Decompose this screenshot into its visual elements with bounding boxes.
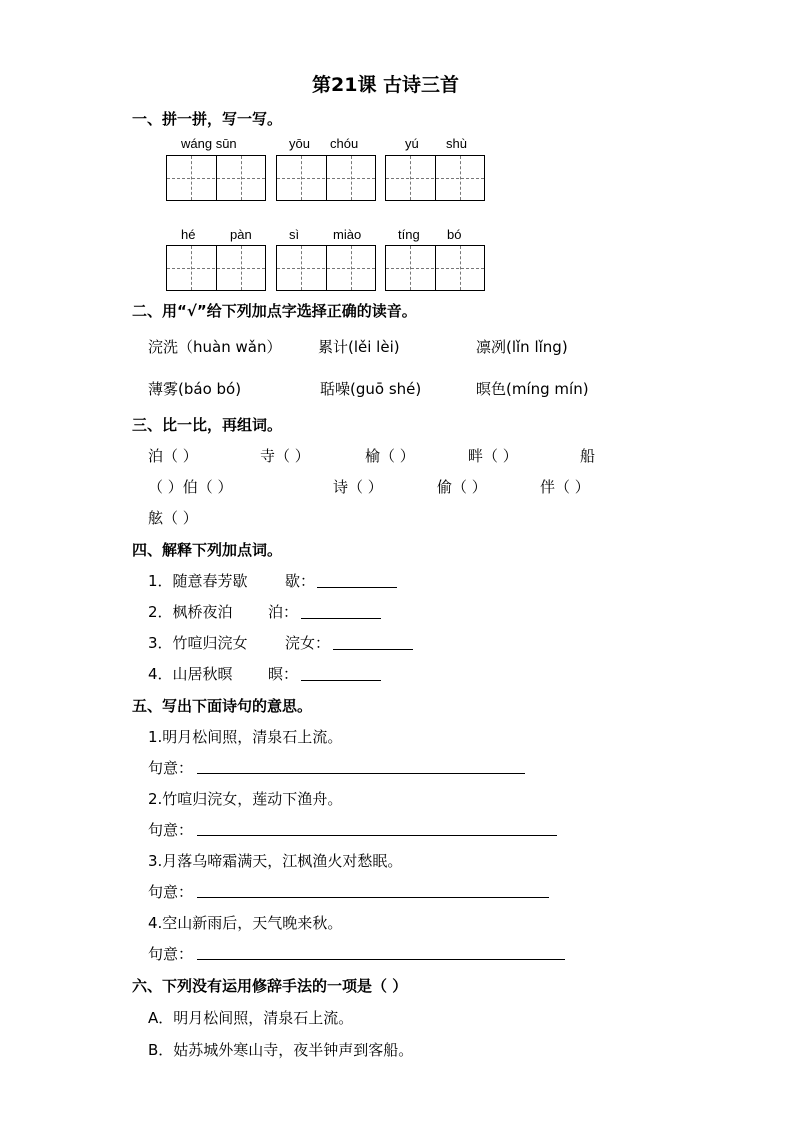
question-text: 3．竹喧归浣女 xyxy=(148,634,248,652)
writing-grid[interactable] xyxy=(385,155,485,201)
section-6-heading: 六、下列没有运用修辞手法的一项是（ ） xyxy=(132,977,408,995)
pinyin-label: bó xyxy=(447,227,462,242)
word-group-item[interactable]: 畔（ ） xyxy=(468,447,518,465)
pinyin-label: chóu xyxy=(330,136,359,151)
reading-choice[interactable]: 累计(lěi lèi) xyxy=(318,338,400,356)
pinyin-label: pàn xyxy=(230,227,252,242)
question-text: 2．枫桥夜泊 xyxy=(148,603,233,621)
meaning-label: 句意： xyxy=(148,945,194,963)
word-group-item[interactable]: 诗（ ） xyxy=(333,478,383,496)
answer-line[interactable] xyxy=(301,618,381,619)
meaning-label: 句意： xyxy=(148,883,194,901)
word-group-item[interactable]: 舷（ ） xyxy=(148,509,198,527)
answer-line[interactable] xyxy=(317,587,397,588)
writing-grid[interactable] xyxy=(166,245,266,291)
pinyin-label: shù xyxy=(446,136,467,151)
keyword-label: 歇： xyxy=(285,572,316,590)
answer-line[interactable] xyxy=(197,897,549,898)
answer-line[interactable] xyxy=(301,680,381,681)
pinyin-label: sì xyxy=(289,227,300,242)
question-text: 4.空山新雨后，天气晚来秋。 xyxy=(148,914,343,932)
reading-choice[interactable]: 薄雾(báo bó) xyxy=(148,380,242,398)
option-a[interactable]: A．明月松间照，清泉石上流。 xyxy=(148,1009,354,1027)
word-group-item: 船 xyxy=(580,447,596,465)
writing-grid[interactable] xyxy=(385,245,485,291)
word-group-item[interactable]: 榆（ ） xyxy=(365,447,415,465)
meaning-label: 句意： xyxy=(148,821,194,839)
keyword-label: 泊： xyxy=(268,603,299,621)
writing-grid[interactable] xyxy=(276,155,376,201)
answer-line[interactable] xyxy=(197,773,525,774)
reading-choice[interactable]: 暝色(míng mín) xyxy=(476,380,589,398)
keyword-label: 浣女： xyxy=(285,634,331,652)
question-text: 3.月落乌啼霜满天，江枫渔火对愁眠。 xyxy=(148,852,403,870)
writing-grid[interactable] xyxy=(166,155,266,201)
option-b[interactable]: B．姑苏城外寒山寺，夜半钟声到客船。 xyxy=(148,1041,414,1059)
keyword-label: 暝： xyxy=(268,665,299,683)
pinyin-label: tíng xyxy=(398,227,420,242)
answer-line[interactable] xyxy=(197,959,565,960)
pinyin-label: miào xyxy=(333,227,362,242)
question-text: 1．随意春芳歇 xyxy=(148,572,248,590)
question-text: 4．山居秋暝 xyxy=(148,665,233,683)
word-group-item[interactable]: 伴（ ） xyxy=(540,478,590,496)
question-text: 1.明月松间照，清泉石上流。 xyxy=(148,728,343,746)
word-group-item[interactable]: 泊（ ） xyxy=(148,447,198,465)
pinyin-label: wáng sūn xyxy=(181,136,237,151)
word-group-item[interactable]: 偷（ ） xyxy=(437,478,487,496)
reading-choice[interactable]: 浣洗（huàn wǎn） xyxy=(148,338,282,356)
pinyin-label: yú xyxy=(405,136,419,151)
section-1-heading: 一、拼一拼，写一写。 xyxy=(132,110,283,128)
reading-choice[interactable]: 聒噪(guō shé) xyxy=(320,380,422,398)
section-4-heading: 四、解释下列加点词。 xyxy=(132,541,283,559)
pinyin-label: hé xyxy=(181,227,196,242)
section-5-heading: 五、写出下面诗句的意思。 xyxy=(132,697,313,715)
answer-line[interactable] xyxy=(197,835,557,836)
page-title: 第21课 古诗三首 xyxy=(312,74,460,96)
section-2-heading: 二、用“√”给下列加点字选择正确的读音。 xyxy=(132,302,417,320)
word-group-item[interactable]: （ ）伯（ ） xyxy=(148,478,233,496)
question-text: 2.竹喧归浣女，莲动下渔舟。 xyxy=(148,790,343,808)
answer-line[interactable] xyxy=(333,649,413,650)
meaning-label: 句意： xyxy=(148,759,194,777)
writing-grid[interactable] xyxy=(276,245,376,291)
section-3-heading: 三、比一比，再组词。 xyxy=(132,416,283,434)
word-group-item[interactable]: 寺（ ） xyxy=(260,447,310,465)
pinyin-label: yōu xyxy=(289,136,310,151)
reading-choice[interactable]: 凛冽(lǐn lǐng) xyxy=(476,338,568,356)
